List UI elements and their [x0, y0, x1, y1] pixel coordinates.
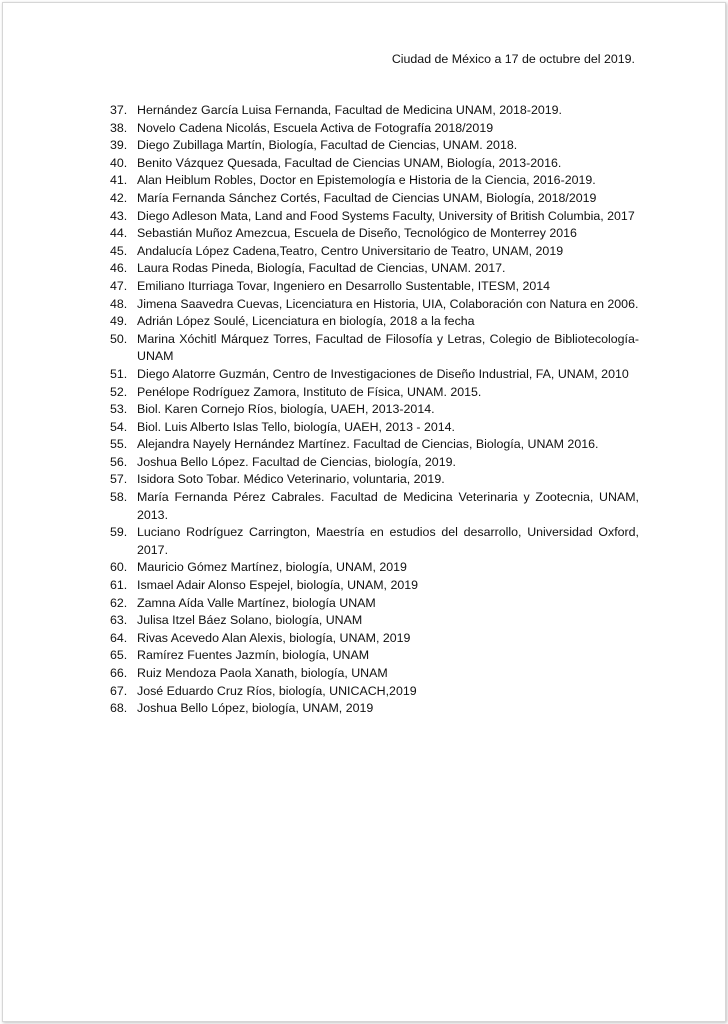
list-item-text: Ruiz Mendoza Paola Xanath, biología, UNAM — [137, 666, 388, 680]
list-item — [110, 278, 639, 296]
list-item-number: 47. — [110, 278, 128, 293]
list-item-number: 67. — [110, 683, 128, 698]
list-item-text: Luciano Rodríguez Carrington, Maestría en estudios del desarrollo, Universidad Oxford, 2017. — [137, 525, 639, 557]
list-item-text: Alejandra Nayely Hernández Martínez. Facultad de Ciencias, Biología, UNAM 2016. — [137, 437, 599, 452]
list-item-text: Laura Rodas Pineda, Biología, Facultad de Ciencias, UNAM. 2017. — [137, 261, 506, 276]
list-item-number: 41. — [110, 173, 128, 188]
list-item-number: 51. — [110, 366, 128, 381]
list-item — [110, 366, 639, 384]
list-item — [110, 190, 639, 208]
list-item — [110, 243, 639, 261]
list-item-number: 55. — [110, 437, 128, 452]
list-item-number: 44. — [110, 226, 128, 241]
list-item-text: Jimena Saavedra Cuevas, Licenciatura en Historia, UIA, Colaboración con Natura en 2006. — [137, 296, 639, 311]
list-item — [110, 595, 639, 613]
list-item-text: Adrián López Soulé, Licenciatura en biología, 2018 a la fecha — [137, 314, 475, 329]
list-item — [110, 559, 639, 577]
list-item-number: 50. — [110, 331, 128, 346]
list-item-text: José Eduardo Cruz Ríos, biología, UNICACH,2019 — [137, 683, 417, 698]
list-item-number: 66. — [110, 666, 128, 680]
list-item — [110, 489, 639, 524]
list-item-number: 63. — [110, 613, 128, 628]
list-item-text: Alan Heiblum Robles, Doctor en Epistemología e Historia de la Ciencia, 2016-2019. — [137, 173, 596, 188]
list-item — [110, 454, 639, 472]
list-item — [110, 665, 639, 683]
list-item — [110, 401, 639, 419]
list-item-number: 62. — [110, 595, 128, 610]
list-item-number: 61. — [110, 578, 128, 593]
list-item-number: 59. — [110, 525, 128, 540]
list-item-text: Emiliano Iturriaga Tovar, Ingeniero en Desarrollo Sustentable, ITESM, 2014 — [137, 278, 551, 293]
list-item-number: 58. — [110, 490, 128, 505]
list-item-text: Marina Xóchitl Márquez Torres, Facultad de Filosofía y Letras, Colegio de Bibliotecología-UNAM — [137, 331, 639, 364]
list-item-number: 57. — [110, 472, 128, 487]
list-item — [110, 630, 639, 648]
list-item-text: Joshua Bello López, biología, UNAM, 2019 — [137, 701, 374, 716]
list-item-number: 39. — [110, 138, 128, 153]
list-item-text: Sebastián Muñoz Amezcua, Escuela de Diseño, Tecnológico de Monterrey 2016 — [137, 226, 577, 241]
list-item-text: Ismael Adair Alonso Espejel, biología, UNAM, 2019 — [137, 578, 419, 593]
list-item-number: 46. — [110, 261, 128, 276]
list-item-text: Diego Zubillaga Martín, Biología, Facultad de Ciencias, UNAM. 2018. — [137, 138, 518, 153]
list-item-text: Ramírez Fuentes Jazmín, biología, UNAM — [137, 648, 370, 663]
list-item-text: Joshua Bello López. Facultad de Ciencias, biología, 2019. — [137, 454, 456, 469]
list-item — [110, 155, 639, 173]
list-item-text: Andalucía López Cadena,Teatro, Centro Universitario de Teatro, UNAM, 2019 — [137, 243, 564, 258]
list-item-number: 43. — [110, 208, 128, 223]
list-item-number: 64. — [110, 630, 128, 645]
list-item-text: Biol. Luis Alberto Islas Tello, biología, UAEH, 2013 - 2014. — [137, 419, 455, 434]
list-item-number: 68. — [110, 701, 128, 716]
list-item — [110, 208, 639, 226]
list-item — [110, 120, 639, 138]
list-item — [110, 700, 639, 718]
list-item-text: Benito Vázquez Quesada, Facultad de Ciencias UNAM, Biología, 2013-2016. — [137, 155, 562, 170]
list-item-number: 37. — [110, 103, 128, 117]
list-item-number: 49. — [110, 314, 128, 329]
list-item-text: Mauricio Gómez Martínez, biología, UNAM, 2019 — [137, 560, 407, 575]
list-item-number: 53. — [110, 402, 128, 417]
list-item-number: 38. — [110, 120, 128, 135]
list-item-text: Diego Alatorre Guzmán, Centro de Investigaciones de Diseño Industrial, FA, UNAM, 2010 — [137, 366, 629, 381]
list-item-text: Hernández García Luisa Fernanda, Facultad de Medicina UNAM, 2018-2019. — [137, 103, 562, 117]
list-item — [110, 313, 639, 331]
list-item — [110, 647, 639, 665]
list-item — [110, 577, 639, 595]
list-item-number: 48. — [110, 296, 128, 311]
list-item — [110, 260, 639, 278]
list-item-number: 54. — [110, 419, 128, 434]
list-item-text: Isidora Soto Tobar. Médico Veterinario, voluntaria, 2019. — [137, 472, 445, 487]
list-item-number: 65. — [110, 648, 128, 663]
list-item-text: Julisa Itzel Báez Solano, biología, UNAM — [137, 613, 363, 628]
list-item — [110, 296, 639, 314]
list-item-text: Rivas Acevedo Alan Alexis, biología, UNAM, 2019 — [137, 630, 411, 645]
list-item-number: 40. — [110, 155, 128, 170]
list-item — [110, 172, 639, 190]
list-item — [110, 471, 639, 489]
list-item-text: Zamna Aída Valle Martínez, biología UNAM — [137, 595, 376, 610]
list-item-text: Biol. Karen Cornejo Ríos, biología, UAEH, 2013-2014. — [137, 402, 435, 417]
list-item — [110, 436, 639, 454]
list-item — [110, 331, 639, 366]
list-item-number: 52. — [110, 384, 128, 399]
list-item-number: 45. — [110, 243, 128, 258]
list-item-text: Novelo Cadena Nicolás, Escuela Activa de Fotografía 2018/2019 — [137, 120, 494, 135]
list-item — [110, 384, 639, 402]
document-page — [2, 2, 726, 1022]
collaborator-list — [110, 102, 639, 718]
list-item — [110, 137, 639, 155]
list-item — [110, 225, 639, 243]
list-item-text: Penélope Rodríguez Zamora, Instituto de Física, UNAM. 2015. — [137, 384, 482, 399]
date-line: Ciudad de México a 17 de octubre del 2019. — [391, 52, 635, 66]
list-item-text: Diego Adleson Mata, Land and Food Systems Faculty, University of British Columbia, 2017 — [137, 208, 635, 223]
list-item — [110, 612, 639, 630]
list-item-text: María Fernanda Pérez Cabrales. Facultad de Medicina Veterinaria y Zootecnia, UNAM, 2013. — [137, 490, 639, 522]
list-item — [110, 524, 639, 559]
list-item — [110, 419, 639, 437]
list-item-number: 56. — [110, 454, 128, 469]
list-item-number: 60. — [110, 560, 128, 575]
list-item — [110, 102, 639, 120]
list-item-text: María Fernanda Sánchez Cortés, Facultad de Ciencias UNAM, Biología, 2018/2019 — [137, 190, 597, 205]
list-item — [110, 683, 639, 701]
list-item-number: 42. — [110, 190, 128, 205]
